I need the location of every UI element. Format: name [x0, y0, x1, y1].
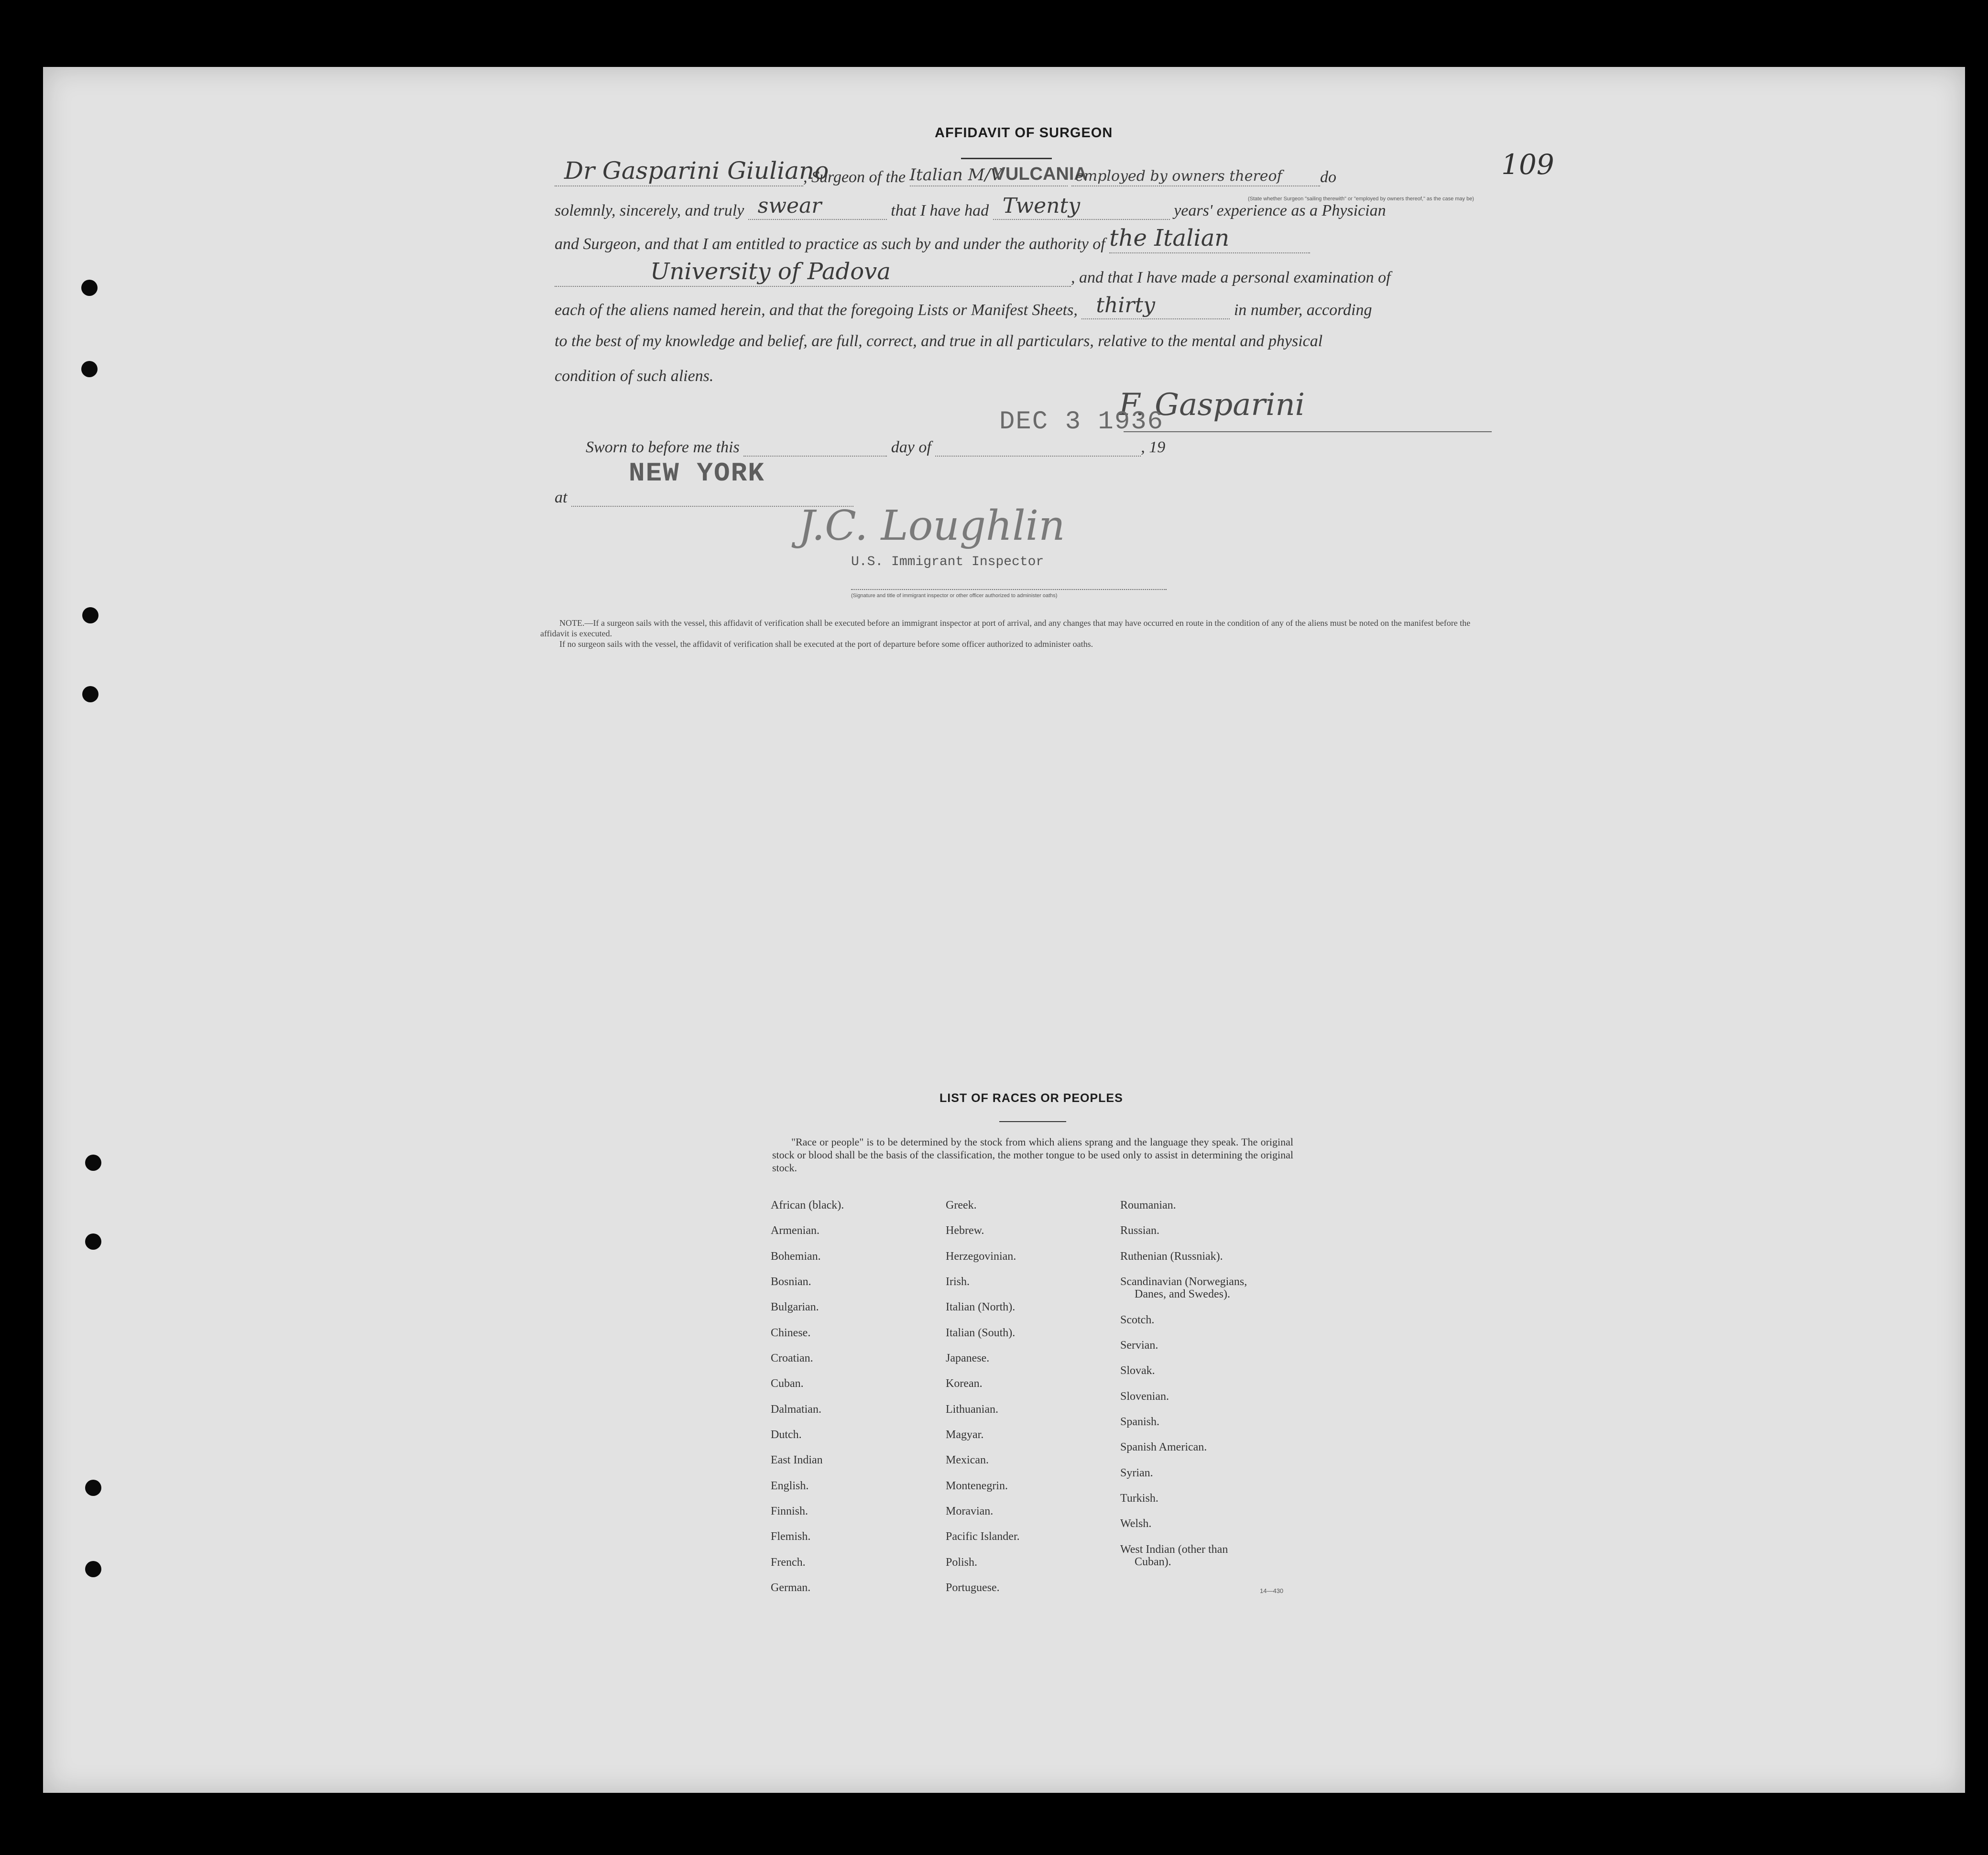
employment-caption: (State whether Surgeon "sailing therewith" or "employed by owners thereof," as the case may be)	[1248, 196, 1474, 202]
race-item: Moravian.	[946, 1505, 994, 1517]
inspector-signature: J.C. Loughlin	[798, 502, 1065, 550]
ship-name-stamp: VULCANIA	[993, 164, 1087, 184]
race-item: Bohemian.	[771, 1250, 821, 1263]
inspector-stamp: U.S. Immigrant Inspector	[851, 555, 1044, 569]
race-item: Slovenian.	[1120, 1390, 1169, 1403]
race-item: Croatian.	[771, 1352, 813, 1364]
text: years' experience as a Physician	[1174, 202, 1386, 219]
employment-handwritten: employed by owners thereof	[1075, 168, 1282, 185]
affidavit-title: AFFIDAVIT OF SURGEON	[935, 125, 1113, 141]
race-item: German.	[771, 1582, 811, 1594]
sworn-month-field	[935, 437, 1141, 457]
signature-caption: (Signature and title of immigrant inspector or other officer authorized to administer oaths)	[851, 593, 1058, 599]
race-item: Cuban).	[1135, 1556, 1171, 1568]
race-item: Italian (North).	[946, 1301, 1016, 1313]
text: solemnly, sincerely, and truly	[555, 202, 744, 219]
title-rule	[961, 158, 1052, 159]
text: in number, according	[1234, 301, 1372, 319]
affidavit-line-7	[555, 367, 1492, 391]
race-item: Portuguese.	[946, 1582, 1000, 1594]
years-handwritten: Twenty	[1002, 194, 1081, 218]
note-paragraph	[540, 618, 1496, 649]
race-item: French.	[771, 1556, 806, 1569]
surgeon-name-handwritten: Dr Gasparini Giuliano	[564, 157, 829, 185]
race-item: Hebrew.	[946, 1224, 984, 1237]
race-item: Polish.	[946, 1556, 978, 1569]
punch-hole	[85, 1561, 101, 1577]
ship-field	[909, 164, 1087, 186]
race-item: English.	[771, 1480, 809, 1492]
oath-field	[748, 194, 887, 220]
race-item: African (black).	[771, 1199, 844, 1211]
race-item: Scotch.	[1120, 1314, 1155, 1326]
race-item: Dalmatian.	[771, 1403, 821, 1416]
race-item: Bulgarian.	[771, 1301, 819, 1313]
race-item: Magyar.	[946, 1429, 984, 1441]
text: do	[1320, 168, 1337, 186]
race-item: Turkish.	[1120, 1492, 1158, 1505]
race-item: Danes, and Swedes).	[1135, 1288, 1230, 1300]
text: at	[555, 489, 568, 506]
race-item: Chinese.	[771, 1327, 811, 1339]
race-item: Syrian.	[1120, 1467, 1153, 1479]
punch-hole	[81, 361, 98, 377]
punch-hole	[81, 280, 98, 296]
page-number: 109	[1501, 148, 1554, 181]
race-item: Dutch.	[771, 1429, 802, 1441]
punch-hole	[85, 1155, 101, 1171]
race-item: West Indian (other than	[1120, 1543, 1228, 1556]
race-item: Scandinavian (Norwegians,	[1120, 1276, 1247, 1288]
authority-handwritten-2: University of Padova	[650, 258, 891, 285]
race-item: Bosnian.	[771, 1276, 811, 1288]
sheets-handwritten: thirty	[1096, 293, 1156, 317]
punch-hole	[82, 686, 98, 702]
race-item: Lithuanian.	[946, 1403, 998, 1416]
text: that I have had	[891, 202, 989, 219]
races-intro: "Race or people" is to be determined by the stock from which aliens sprang and the language they speak. The original stock or blood shall be the basis of the classification, the mother tongue to be used only to assist in determining the original stock.	[772, 1136, 1293, 1174]
text: , 19	[1141, 438, 1166, 456]
race-item: Italian (South).	[946, 1327, 1016, 1339]
form-number: 14—430	[1260, 1587, 1284, 1594]
place-stamp: NEW YORK	[629, 458, 765, 489]
text: day of	[891, 438, 931, 456]
punch-hole	[85, 1480, 101, 1496]
races-title-rule	[999, 1121, 1066, 1122]
affidavit-line-4	[555, 258, 1492, 292]
punch-hole	[85, 1233, 101, 1250]
race-item: Herzegovinian.	[946, 1250, 1016, 1263]
text: , and that I have made a personal examination of	[1071, 269, 1391, 286]
text: condition of such aliens.	[555, 367, 714, 385]
note-2: If no surgeon sails with the vessel, the affidavit of verification shall be executed at the port of departure before some officer authorized to administer oaths.	[559, 639, 1093, 649]
punch-hole	[82, 607, 98, 623]
race-item: Greek.	[946, 1199, 977, 1211]
affidavit-line-5	[555, 293, 1492, 324]
race-item: Pacific Islander.	[946, 1530, 1020, 1543]
affidavit-line-6	[555, 332, 1492, 356]
date-stamp: DEC 3 1936	[999, 407, 1164, 436]
race-item: Spanish American.	[1120, 1441, 1207, 1453]
authority-field-2	[555, 258, 1071, 287]
sheets-field	[1081, 293, 1230, 319]
authority-field-1	[1109, 225, 1310, 253]
race-item: Armenian.	[771, 1224, 819, 1237]
surgeon-signature-line	[1124, 431, 1492, 432]
text: and Surgeon, and that I am entitled to practice as such by and under the authority of	[555, 235, 1105, 253]
race-item: Spanish.	[1120, 1416, 1160, 1428]
race-item: Slovak.	[1120, 1364, 1155, 1377]
oath-handwritten: swear	[757, 194, 822, 218]
race-item: East Indian	[771, 1454, 823, 1466]
race-item: Cuban.	[771, 1377, 804, 1390]
ship-prefix-handwritten: Italian M/V	[909, 165, 1002, 185]
note-1: NOTE.—If a surgeon sails with the vessel, this affidavit of verification shall be executed before an immigrant inspector at port of arrival, and any changes that may have occurred en route in the condition of any of the aliens must be noted on the manifest before the affidavit is executed.	[540, 618, 1471, 638]
race-item: Russian.	[1120, 1224, 1160, 1237]
race-item: Finnish.	[771, 1505, 808, 1517]
document-page	[43, 67, 1965, 1793]
race-item: Welsh.	[1120, 1517, 1152, 1530]
race-item: Ruthenian (Russniak).	[1120, 1250, 1223, 1263]
surgeon-name-field	[555, 157, 829, 186]
race-item: Servian.	[1120, 1339, 1158, 1352]
races-title: LIST OF RACES OR PEOPLES	[939, 1091, 1123, 1105]
years-field	[993, 194, 1170, 220]
race-item: Irish.	[946, 1276, 970, 1288]
text: , Surgeon of the	[803, 168, 906, 186]
race-item: Montenegrin.	[946, 1480, 1008, 1492]
affidavit-line-1	[555, 157, 1492, 191]
race-item: Korean.	[946, 1377, 983, 1390]
race-item: Roumanian.	[1120, 1199, 1176, 1211]
text: each of the aliens named herein, and that the foregoing Lists or Manifest Sheets,	[555, 301, 1078, 319]
race-item: Flemish.	[771, 1530, 811, 1543]
surgeon-signature: F. Gasparini	[1119, 387, 1305, 423]
text: Sworn to before me this	[586, 438, 740, 456]
affidavit-line-3	[555, 225, 1492, 258]
race-item: Japanese.	[946, 1352, 990, 1364]
inspector-signature-line	[851, 589, 1167, 590]
sworn-day-field	[743, 437, 887, 457]
race-item: Mexican.	[946, 1454, 989, 1466]
text: to the best of my knowledge and belief, are full, correct, and true in all particulars, relative to the mental and physical	[555, 332, 1323, 350]
authority-handwritten-1: the Italian	[1109, 225, 1230, 251]
employment-field	[1071, 167, 1320, 186]
